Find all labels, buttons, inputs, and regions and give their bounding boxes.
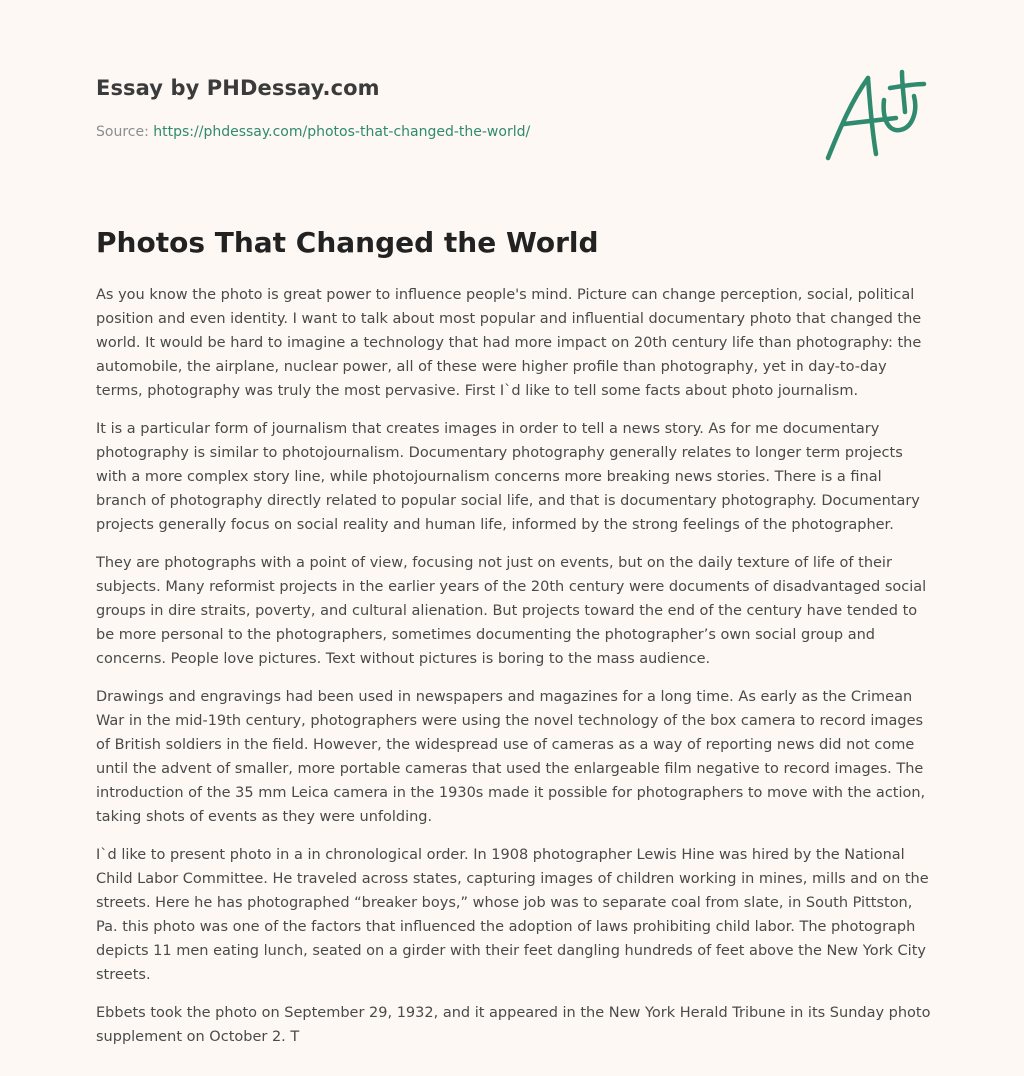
essay-body — [96, 283, 936, 1063]
source-link[interactable]: https://phdessay.com/photos-that-changed-the-world/ — [153, 124, 531, 140]
essay-paragraph: They are photographs with a point of view, focusing not just on events, but on the daily texture of life of their subjects. Many reformist projects in the earlier years of the 20th century were documents of disadvantaged social groups in dire straits, poverty, and cultural alienation. But projects toward the end of the century have tended to be more personal to the photographers, sometimes documenting the photographer’s own social group and concerns. People love pictures. Text without pictures is boring to the mass audience. — [96, 555, 927, 667]
source-line — [96, 124, 530, 140]
source-label: Source: — [96, 124, 149, 140]
essay-title: Photos That Changed the World — [96, 226, 599, 259]
essay-paragraph: Drawings and engravings had been used in newspapers and magazines for a long time. As early as the Crimean War in the mid-19th century, photographers were using the novel technology of the box camera to record images of British soldiers in the field. However, the widespread use of cameras as a way of reporting news did not come until the advent of smaller, more portable cameras that used the enlargeable film negative to record images. The introduction of the 35 mm Leica camera in the 1930s made it possible for photographers to move with the action, taking shots of events as they were unfolding. — [96, 689, 926, 825]
a-plus-logo-icon — [818, 66, 930, 166]
essay-paragraph: I`d like to present photo in a in chronological order. In 1908 photographer Lewis Hine was hired by the National Child Labor Committee. He traveled across states, capturing images of children working in mines, mills and on the streets. Here he has photographed “breaker boys,” whose job was to separate coal from slate, in South Pittston, Pa. this photo was one of the factors that influenced the adoption of laws prohibiting child labor. The photograph depicts 11 men eating lunch, seated on a girder with their feet dangling hundreds of feet above the New York City streets. — [96, 847, 929, 983]
essay-paragraph: Ebbets took the photo on September 29, 1932, and it appeared in the New York Herald Tribune in its Sunday photo supplement on October 2. T — [96, 1005, 931, 1045]
essay-paragraph: As you know the photo is great power to influence people's mind. Picture can change perception, social, political position and even identity. I want to talk about most popular and influential documentary photo that changed the world. It would be hard to imagine a technology that had more impact on 20th century life than photography: the automobile, the airplane, nuclear power, all of these were higher profile than photography, yet in day-to-day terms, photography was truly the most pervasive. First I`d like to tell some facts about photo journalism. — [96, 287, 922, 399]
site-title: Essay by PHDessay.com — [96, 76, 380, 100]
essay-paragraph: It is a particular form of journalism that creates images in order to tell a news story. As for me documentary photography is similar to photojournalism. Documentary photography generally relates to longer term projects with a more complex story line, while photojournalism concerns more breaking news stories. There is a final branch of photography directly related to popular social life, and that is documentary photography. Documentary projects generally focus on social reality and human life, informed by the strong feelings of the photographer. — [96, 421, 920, 533]
